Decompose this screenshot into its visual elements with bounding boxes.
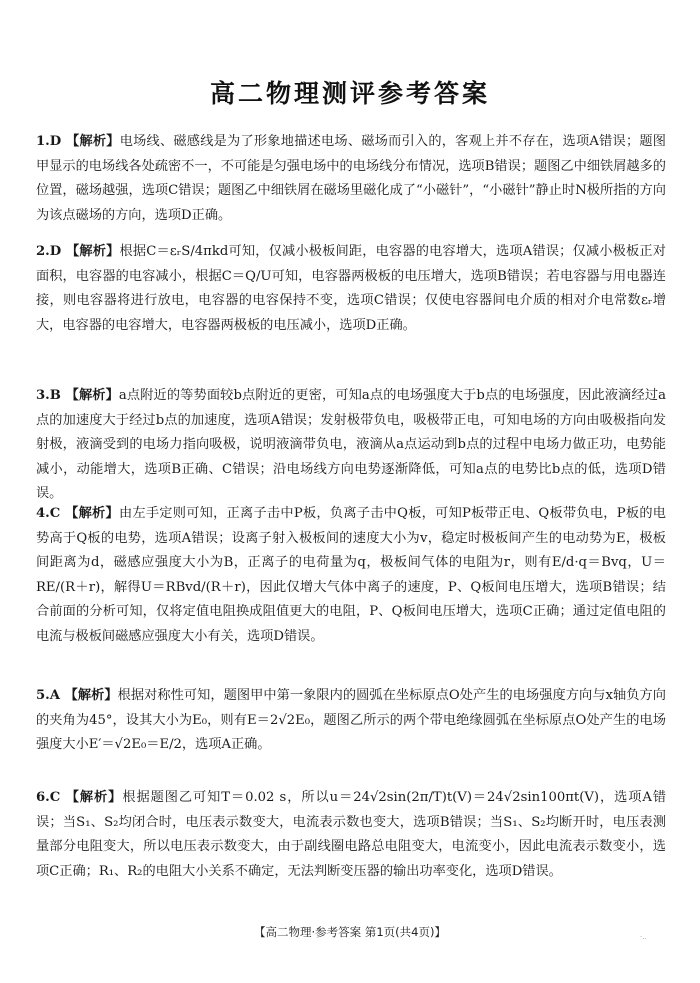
page-title: 高二物理测评参考答案 [209, 79, 490, 108]
answer-item-5 [36, 684, 666, 758]
answer-item-1 [36, 130, 666, 228]
answer-text: 根据C＝εᵣS/4πkd可知，仅减小极板间距，电容器的电容增大，选项A错误；仅减小极板正对面积，电容器的电容减小，根据C＝Q/U可知，电容器两极板的电压增大，选项B错误；若电容器与用电器连接，则电容器将进行放电，电容器的电容保持不变，选项C错误；仅使电容器间电介质的相对介电常数εᵣ增大，电容器的电容增大，电容器两极板的电压减小，选项D正确。 [36, 244, 666, 333]
answer-text: 电场线、磁感线是为了形象地描述电场、磁场而引入的，客观上并不存在，选项A错误；题图甲显示的电场线各处疏密不一，不可能是匀强电场中的电场线分布情况，选项B错误；题图乙中细铁屑越多的位置，磁场越强，选项C错误；题图乙中细铁屑在磁场里磁化成了“小磁针”，“小磁针”静止时N极所指的方向为该点磁场的方向，选项D正确。 [36, 134, 666, 223]
answer-label: 1.D 【解析】 [36, 134, 120, 149]
answer-label: 5.A 【解析】 [36, 688, 118, 703]
answer-label: 6.C 【解析】 [36, 790, 123, 805]
answer-label: 3.B 【解析】 [36, 388, 119, 403]
answer-label: 2.D 【解析】 [36, 244, 120, 259]
answer-text: 由左手定则可知，正离子击中P板，负离子击中Q板，可知P板带正电、Q板带负电，P板的电势高于Q板的电势，选项A错误；设离子射入极板间的速度大小为v，稳定时极板间产生的电动势为E，极板间距离为d，磁感应强度大小为B，正离子的电荷量为q，极板间气体的电阻为r，则有E/d·q＝Bvq，U＝RE/(R＋r)，解得U＝RBvd/(R＋r)，因此仅增大气体中离子的速度，P、Q板间电压增大，选项B错误；结合前面的分析可知，仅将定值电阻换成阻值更大的电阻，P、Q板间电压增大，选项C正确；通过定值电阻的电流与极板间磁感应强度大小有关，选项D错误。 [36, 506, 666, 644]
answer-text: 根据题图乙可知T＝0.02 s，所以u＝24√2sin(2π/T)t(V)＝24√2sin100πt(V)，选项A错误；当S₁、S₂均闭合时，电压表示数变大，电流表示数也变大，选项B错误；当S₁、S₂均断开时，电压表测量部分电阻变大，所以电压表示数变大，由于副线圈电路总电阻变大，电流变小，因此电流表示数变小，选项C正确；R₁、R₂的电阻大小关系不确定，无法判断变压器的输出功率变化，选项D错误。 [36, 790, 667, 879]
answer-item-3 [36, 384, 666, 507]
answer-item-2 [36, 240, 666, 338]
answer-item-6 [36, 786, 666, 884]
answer-label: 4.C 【解析】 [36, 506, 119, 521]
answer-text: a点附近的等势面较b点附近的更密，可知a点的电场强度大于b点的电场强度，因此液滴经过a点的加速度大于经过b点的加速度，选项A错误；发射极带负电，吸极带正电，可知电场的方向由吸极指向发射极，液滴受到的电场力指向吸极，说明液滴带负电，液滴从a点运动到b点的过程中电场力做正功，电势能减小，动能增大，选项B正确、C错误；沿电场线方向电势逐渐降低，可知a点的电势比b点的低，选项D错误。 [36, 388, 667, 501]
corner-mark: ·.. [640, 933, 647, 941]
answer-text: 根据对称性可知，题图甲中第一象限内的圆弧在坐标原点O处产生的电场强度方向与x轴负方向的夹角为45°，设其大小为E₀，则有E＝2√2E₀，题图乙所示的两个带电绝缘圆弧在坐标原点O处产生的电场强度大小E′＝√2E₀＝E/2，选项A正确。 [36, 688, 666, 752]
page-footer: 【高二物理·参考答案 第1页(共4页)】 [254, 925, 446, 939]
answer-item-4 [36, 502, 666, 649]
